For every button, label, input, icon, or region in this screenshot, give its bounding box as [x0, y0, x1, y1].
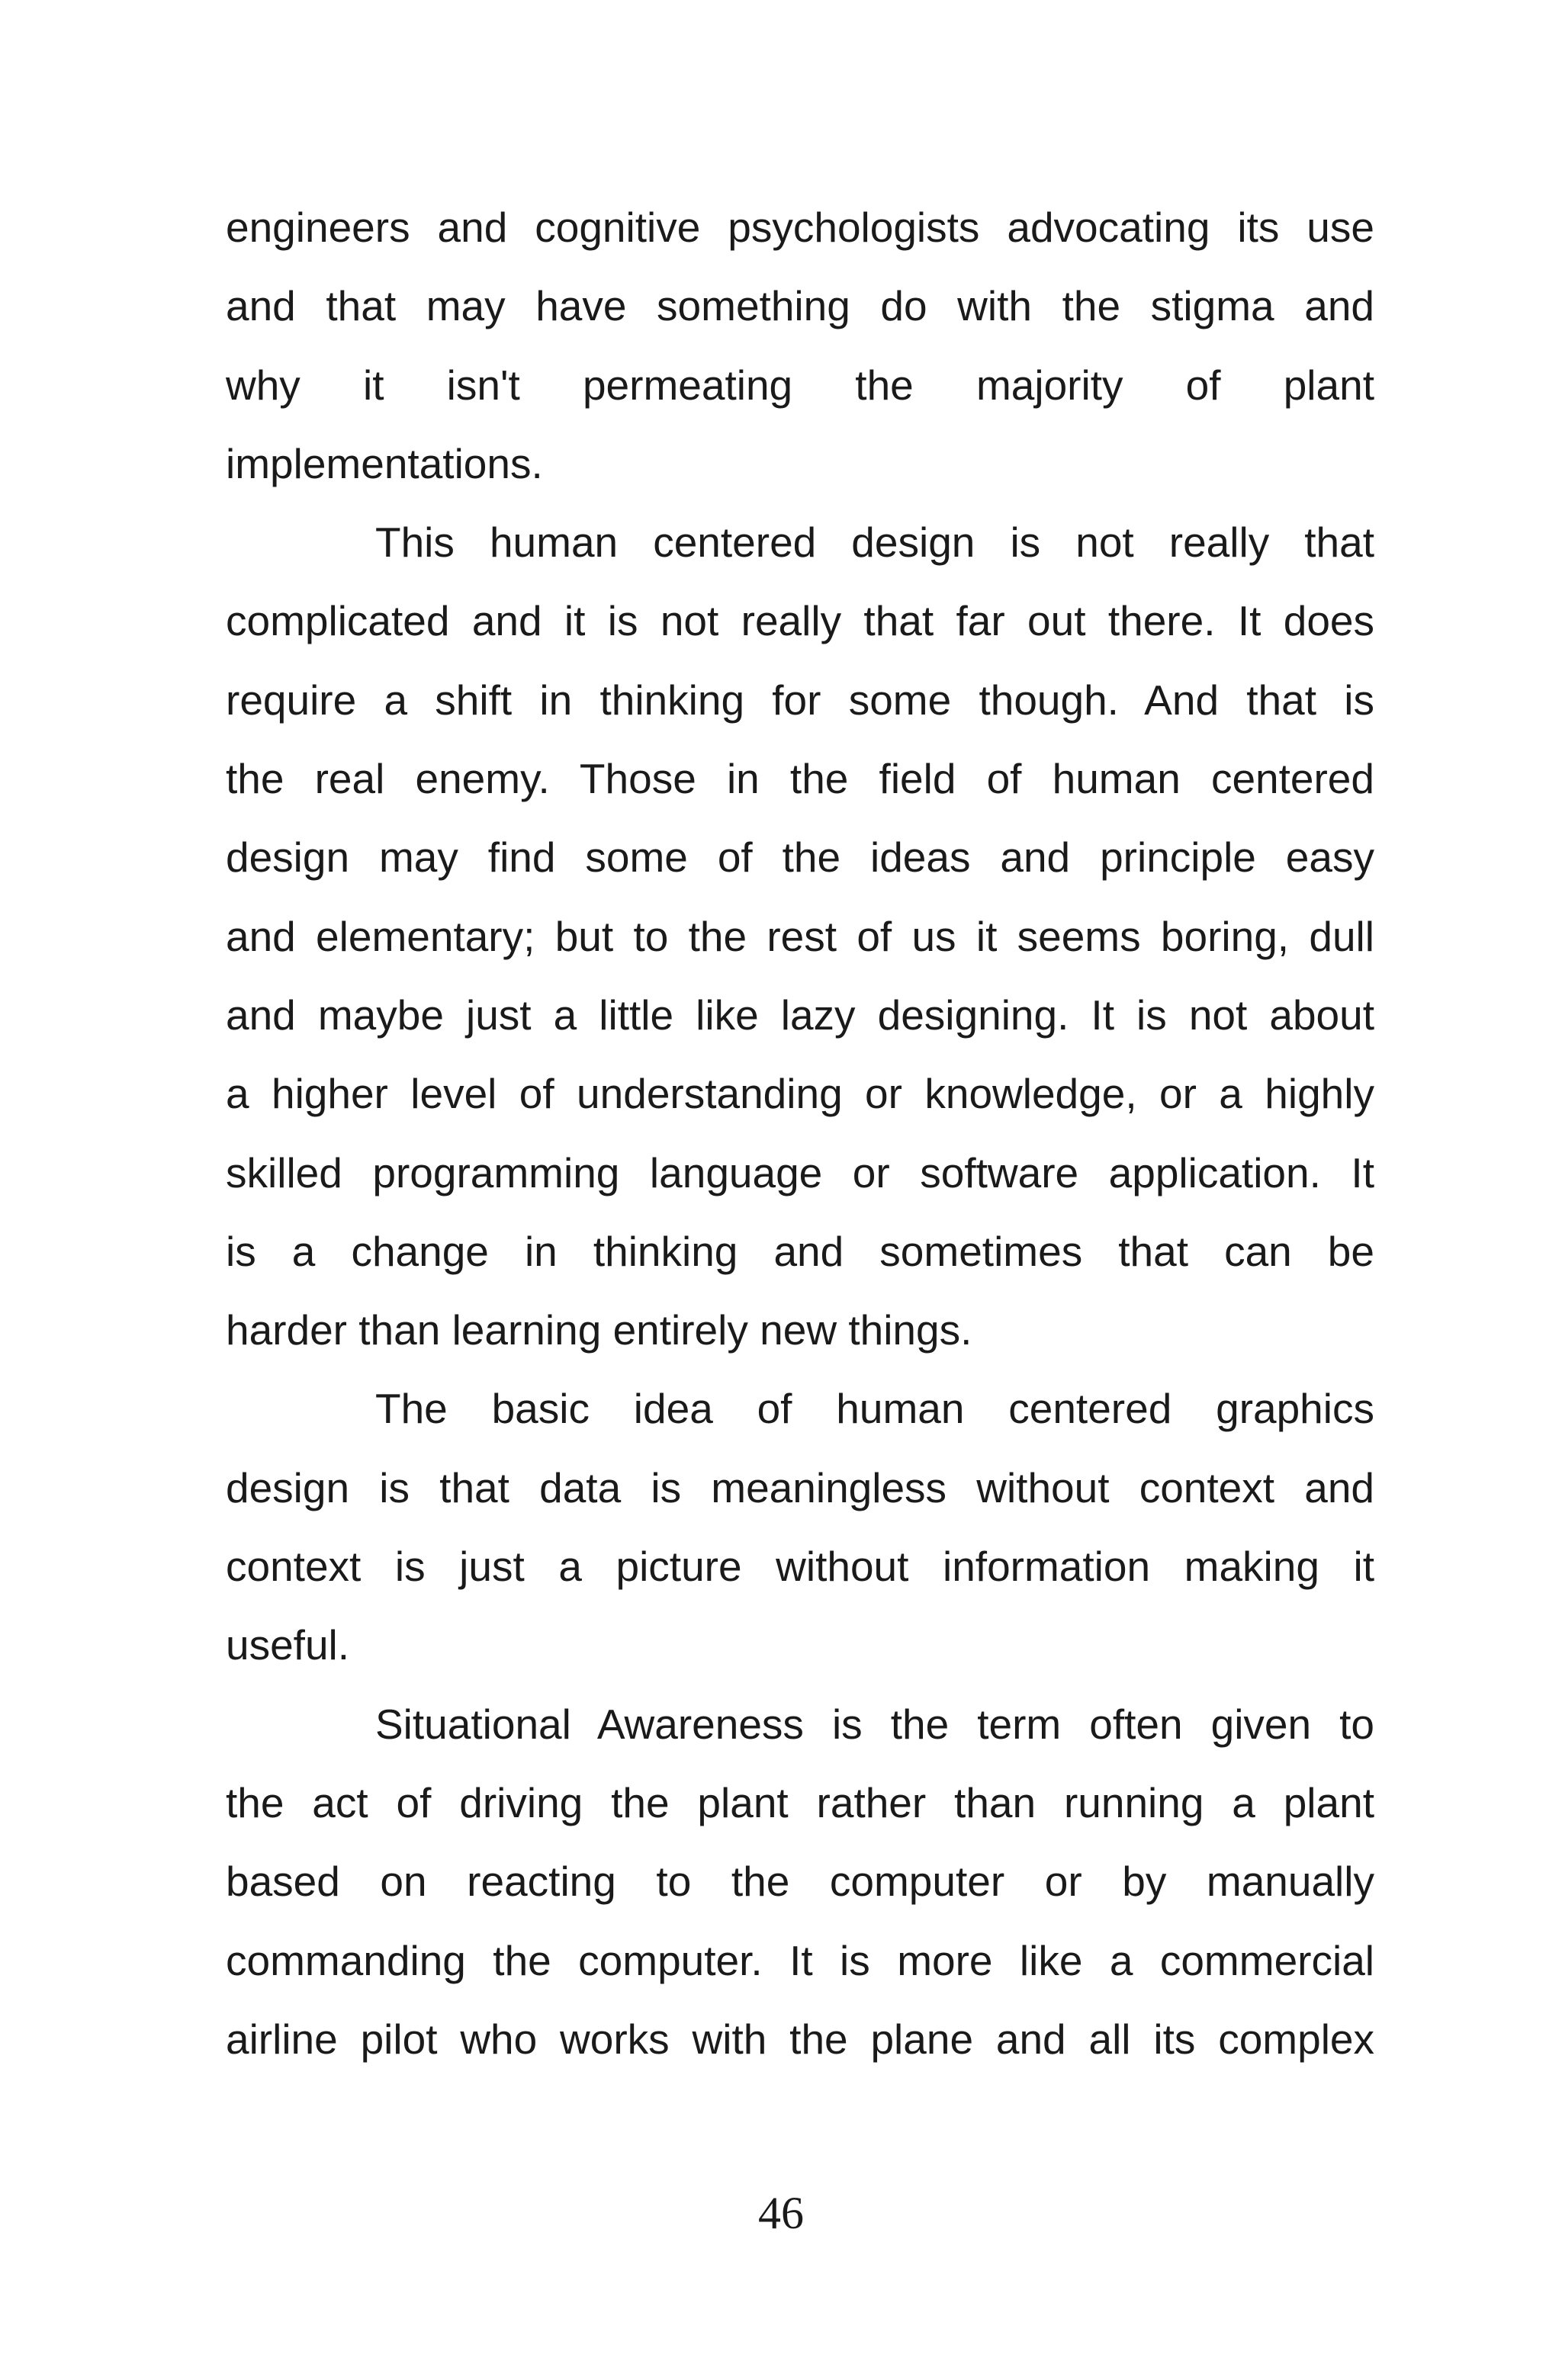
text-line: This human centered design is not really that	[375, 519, 1374, 567]
text-line: why it isn't permeating the majority of plant	[226, 361, 1374, 409]
text-line: the act of driving the plant rather than running a plant	[226, 1778, 1374, 1826]
text-line: harder than learning entirely new things.	[226, 1306, 972, 1354]
text-line: and that may have something do with the stigma and	[226, 282, 1374, 330]
page-number: 46	[758, 2188, 804, 2238]
text-line: airline pilot who works with the plane and all its complex	[226, 2015, 1374, 2063]
text-line: require a shift in thinking for some though. And that is	[226, 676, 1374, 724]
text-line: useful.	[226, 1621, 350, 1669]
text-line: and maybe just a little like lazy designing. It is not about	[226, 991, 1374, 1039]
text-line: design may find some of the ideas and principle easy	[226, 833, 1374, 882]
text-line: design is that data is meaningless without context and	[226, 1463, 1374, 1511]
text-line: Situational Awareness is the term often given to	[375, 1700, 1374, 1748]
body-text	[226, 188, 1374, 2079]
text-line: The basic idea of human centered graphics	[375, 1385, 1374, 1433]
text-line: and elementary; but to the rest of us it seems boring, dull	[226, 912, 1374, 960]
text-line: the real enemy. Those in the field of human centered	[226, 755, 1374, 803]
text-line: based on reacting to the computer or by manually	[226, 1858, 1374, 1906]
text-line: engineers and cognitive psychologists advocating its use	[226, 204, 1374, 251]
text-line: context is just a picture without information making it	[226, 1543, 1374, 1591]
text-line: implementations.	[226, 439, 543, 487]
text-line: skilled programming language or software application. It	[226, 1148, 1374, 1196]
text-line: is a change in thinking and sometimes that can be	[226, 1227, 1374, 1275]
text-line: a higher level of understanding or knowledge, or a highly	[226, 1070, 1374, 1118]
text-line: commanding the computer. It is more like a commercial	[226, 1936, 1374, 1984]
text-line: complicated and it is not really that far out there. It does	[226, 597, 1374, 645]
